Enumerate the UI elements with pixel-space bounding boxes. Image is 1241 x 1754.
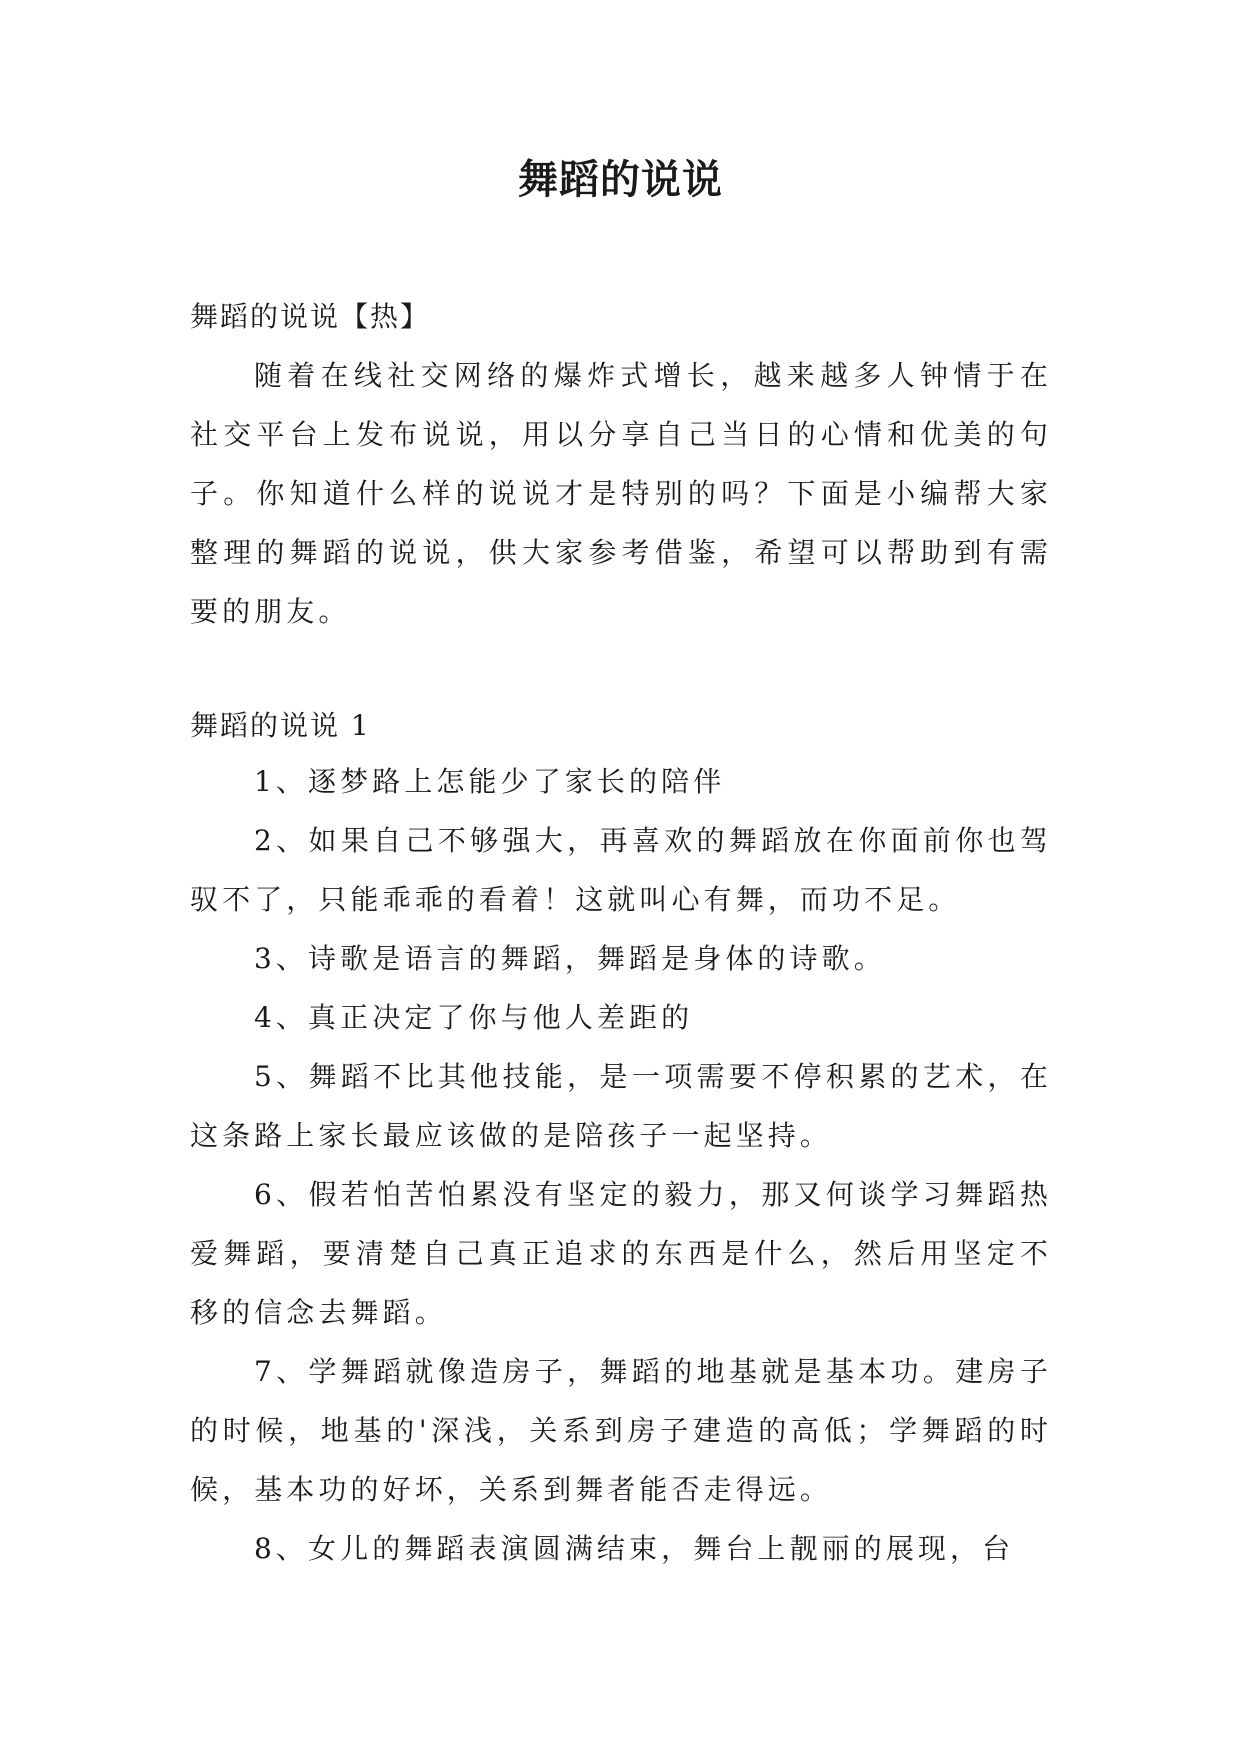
quote-list bbox=[190, 752, 1052, 1578]
list-item: 2、如果自己不够强大，再喜欢的舞蹈放在你面前你也驾驭不了，只能乖乖的看着！这就叫心有舞，而功不足。 bbox=[190, 824, 1052, 916]
list-item: 6、假若怕苦怕累没有坚定的毅力，那又何谈学习舞蹈热爱舞蹈，要清楚自己真正追求的东西是什么，然后用坚定不移的信念去舞蹈。 bbox=[190, 1178, 1052, 1329]
list-item: 5、舞蹈不比其他技能，是一项需要不停积累的艺术，在这条路上家长最应该做的是陪孩子一起坚持。 bbox=[190, 1060, 1052, 1152]
intro-paragraph: 随着在线社交网络的爆炸式增长，越来越多人钟情于在社交平台上发布说说，用以分享自己当日的心情和优美的句子。你知道什么样的说说才是特别的吗？下面是小编帮大家整理的舞蹈的说说，供大家参考借鉴，希望可以帮助到有需要的朋友。 bbox=[190, 359, 1052, 628]
list-item: 4、真正决定了你与他人差距的 bbox=[254, 1001, 694, 1034]
list-item: 3、诗歌是语言的舞蹈，舞蹈是身体的诗歌。 bbox=[254, 942, 886, 975]
intro-heading: 舞蹈的说说【热】 bbox=[190, 300, 431, 333]
document-title: 舞蹈的说说 bbox=[518, 157, 723, 203]
list-item: 7、学舞蹈就像造房子，舞蹈的地基就是基本功。建房子的时候，地基的'深浅，关系到房子建造的高低；学舞蹈的时候，基本功的好坏，关系到舞者能否走得远。 bbox=[190, 1355, 1052, 1506]
list-item: 1、逐梦路上怎能少了家长的陪伴 bbox=[254, 765, 726, 798]
list-item: 8、女儿的舞蹈表演圆满结束，舞台上靓丽的展现，台 bbox=[254, 1532, 1015, 1565]
section-heading: 舞蹈的说说 1 bbox=[190, 709, 371, 742]
